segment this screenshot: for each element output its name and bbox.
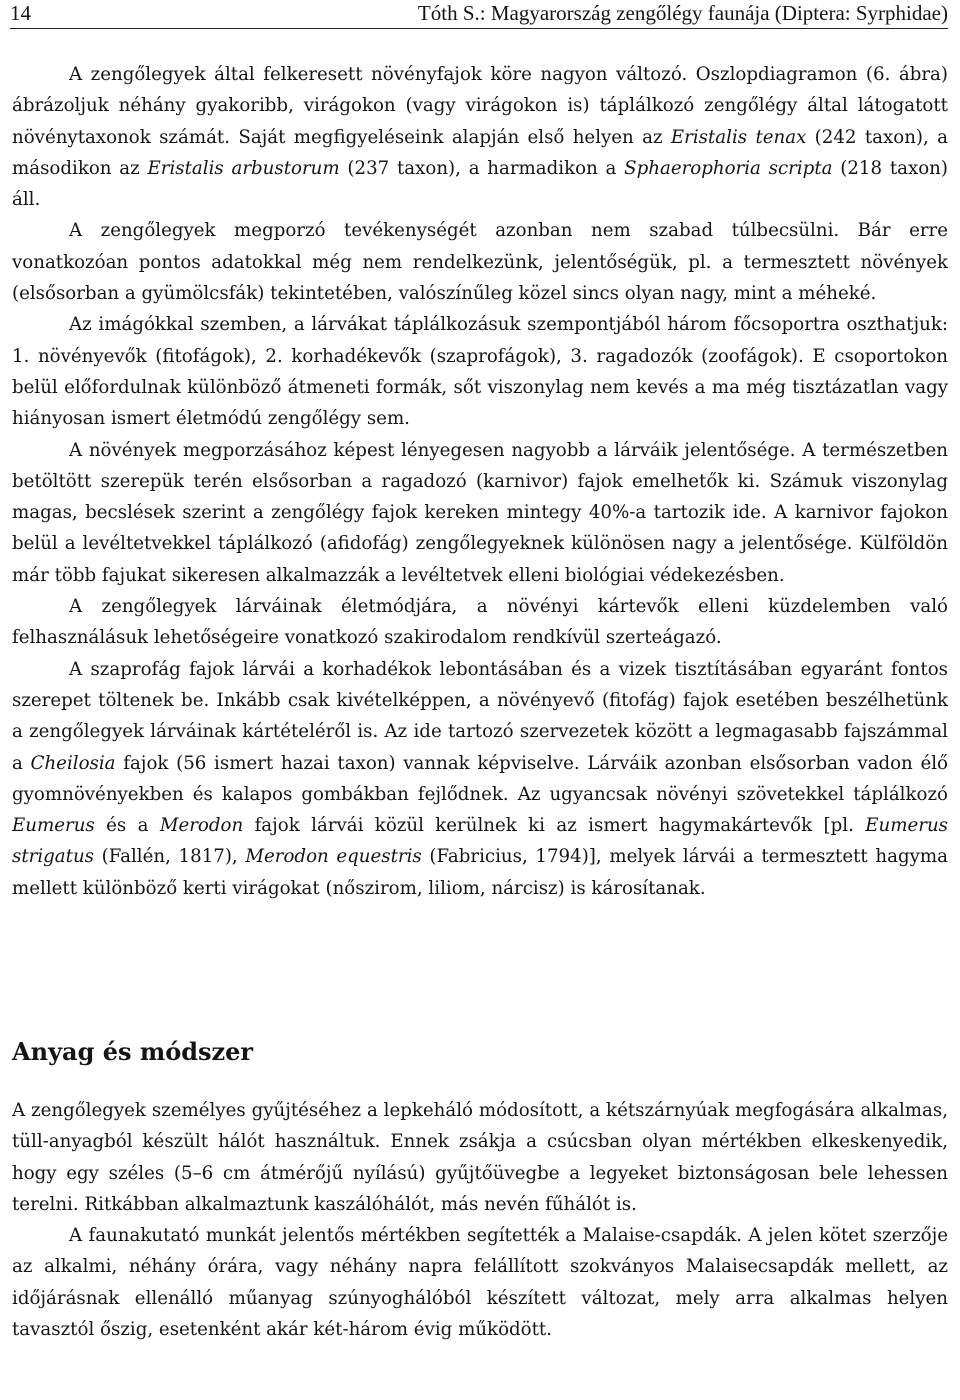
text-run: A zengőlegyek megporzó tevékenységét azonban nem szabad túlbecsülni. Bár erre vonatkozóan pontos adatokkal még nem rendelkezünk, jelentőségük, pl. a termesztett növények (elsősorban a gyümölcsfák) tekintetében, valószínűleg közel sincs olyan nagy, mint a méheké. xyxy=(12,220,948,305)
text-run: A faunakutató munkát jelentős mértékben segítették a Malaise-csapdák. A jelen kötet szerzője az alkalmi, néhány órára, vagy néhány napra felállított szokványos Malaisecsapdák mellett, az időjárásnak ellenálló műanyag szúnyoghálóból készített változat, mely arra alkalmas helyen tavasztól őszig, esetenként akár két-három évig működött. xyxy=(12,1225,948,1341)
taxon-name: Eristalis arbustorum xyxy=(147,157,340,179)
text-run: (237 taxon), a harmadikon a xyxy=(339,157,625,179)
taxon-name: Eristalis tenax xyxy=(670,126,807,148)
text-run: A szaprofág fajok lárvái a korhadékok lebontásában és a vizek tisztításában egyaránt fontos szerepet töltenek be. Inkább csak kivételképpen, a növényevő (fitofág) fajok esetében beszélhetünk a zengőlegyek lárváinak kártételéről is. Az ide tartozó szervezetek között a legmagasabb fajszámmal a xyxy=(12,658,948,774)
taxon-name: Merodon equestris xyxy=(245,846,422,868)
paragraph-3 xyxy=(12,309,948,434)
section-body-text xyxy=(12,1095,948,1345)
text-run: és a xyxy=(94,815,160,837)
taxon-name: Eumerus xyxy=(12,815,95,837)
text-run: (Fallén, 1817), xyxy=(94,846,246,868)
taxon-name: Cheilosia xyxy=(30,752,116,774)
paragraph-1 xyxy=(12,59,948,215)
text-run: (218 taxon) áll. xyxy=(12,157,948,211)
running-header xyxy=(10,0,948,29)
section-paragraph-2 xyxy=(12,1220,948,1345)
text-run: A zengőlegyek személyes gyűjtéséhez a lepkeháló módosított, a kétszárnyúak megfogására alkalmas, tüll-anyagból készült hálót használtuk. Ennek zsákja a csúcsban olyan mértékben elkeskenyedik, hogy egy széles (5–6 cm átmérőjű nyílású) gyűjtőüvegbe a legyeket biztonságosan bele lehessen terelni. Ritkábban alkalmaztunk kaszálóhálót, más nevén fűhálót is. xyxy=(12,1100,948,1215)
text-run: A zengőlegyek lárváinak életmódjára, a növényi kártevők elleni küzdelemben való felhasználásuk lehetőségeire vonatkozó szakirodalom rendkívül szerteágazó. xyxy=(12,596,948,649)
text-run: fajok lárvái közül kerülnek ki az ismert hagymakártevők [pl. xyxy=(243,815,866,837)
text-run: A növények megporzásához képest lényegesen nagyobb a lárváik jelentősége. A természetben betöltött szerepük terén elsősorban a ragadozó (karnivor) fajok emelhetők ki. Számuk viszonylag magas, becslések szerint a zengőlégy fajok kereken mintegy 40%-a tartozik ide. A karnivor fajokon belül a levéltetvekkel táplálkozó (afidofág) zengőlegyeknek különösen nagy a jelentősége. Külföldön már több fajukat sikeresen alkalmazzák a levéltetvek elleni biológiai védekezésben. xyxy=(12,439,948,586)
text-run: (Fabricius, 1794)], melyek lárvái a termesztett hagyma mellett különböző kerti virágokat (nőszirom, liliom, nárcisz) is károsítanak. xyxy=(12,846,948,899)
taxon-name: Sphaerophoria scripta xyxy=(624,157,833,179)
text-run: (242 taxon), a másodikon az xyxy=(12,126,948,179)
running-title: Tóth S.: Magyarország zengőlégy faunája (Diptera: Syrphidae) xyxy=(417,1,948,25)
page-number: 14 xyxy=(10,1,31,25)
body-text xyxy=(12,59,948,904)
paragraph-5 xyxy=(12,591,948,654)
text-run: fajok (56 ismert hazai taxon) vannak képviselve. Lárváik azonban elsősorban vadon élő gyomnövényekben és kalapos gombákban fejlődnek. Az ugyancsak növényi szövetekkel táplálkozó xyxy=(12,752,948,805)
taxon-name: Merodon xyxy=(159,815,244,837)
text-run: A zengőlegyek által felkeresett növényfajok köre nagyon változó. Oszlopdiagramon (6. ábra) ábrázoljuk néhány gyakoribb, virágokon (vagy virágokon is) táplálkozó zengőlégy által látogatott növénytaxonok számát. Saját megfigyeléseink alapján első helyen az xyxy=(12,64,948,148)
text-run: Az imágókkal szemben, a lárvákat táplálkozásuk szempontjából három főcsoportra oszthatjuk: 1. növényevők (fitofágok), 2. korhadékevők (szaprofágok), 3. ragadozók (zoofágok). E csoportokon belül előfordulnak különböző átmeneti formák, sőt viszonylag nem kevés a ma még tisztázatlan vagy hiányosan ismert életmódú zengőlégy sem. xyxy=(12,314,948,430)
paragraph-4 xyxy=(12,435,948,591)
section-heading: Anyag és módszer xyxy=(12,1037,254,1066)
section-paragraph-1 xyxy=(12,1095,948,1220)
paragraph-6 xyxy=(12,654,948,904)
paragraph-2 xyxy=(12,215,948,309)
taxon-name: Eumerus strigatus xyxy=(12,815,949,868)
